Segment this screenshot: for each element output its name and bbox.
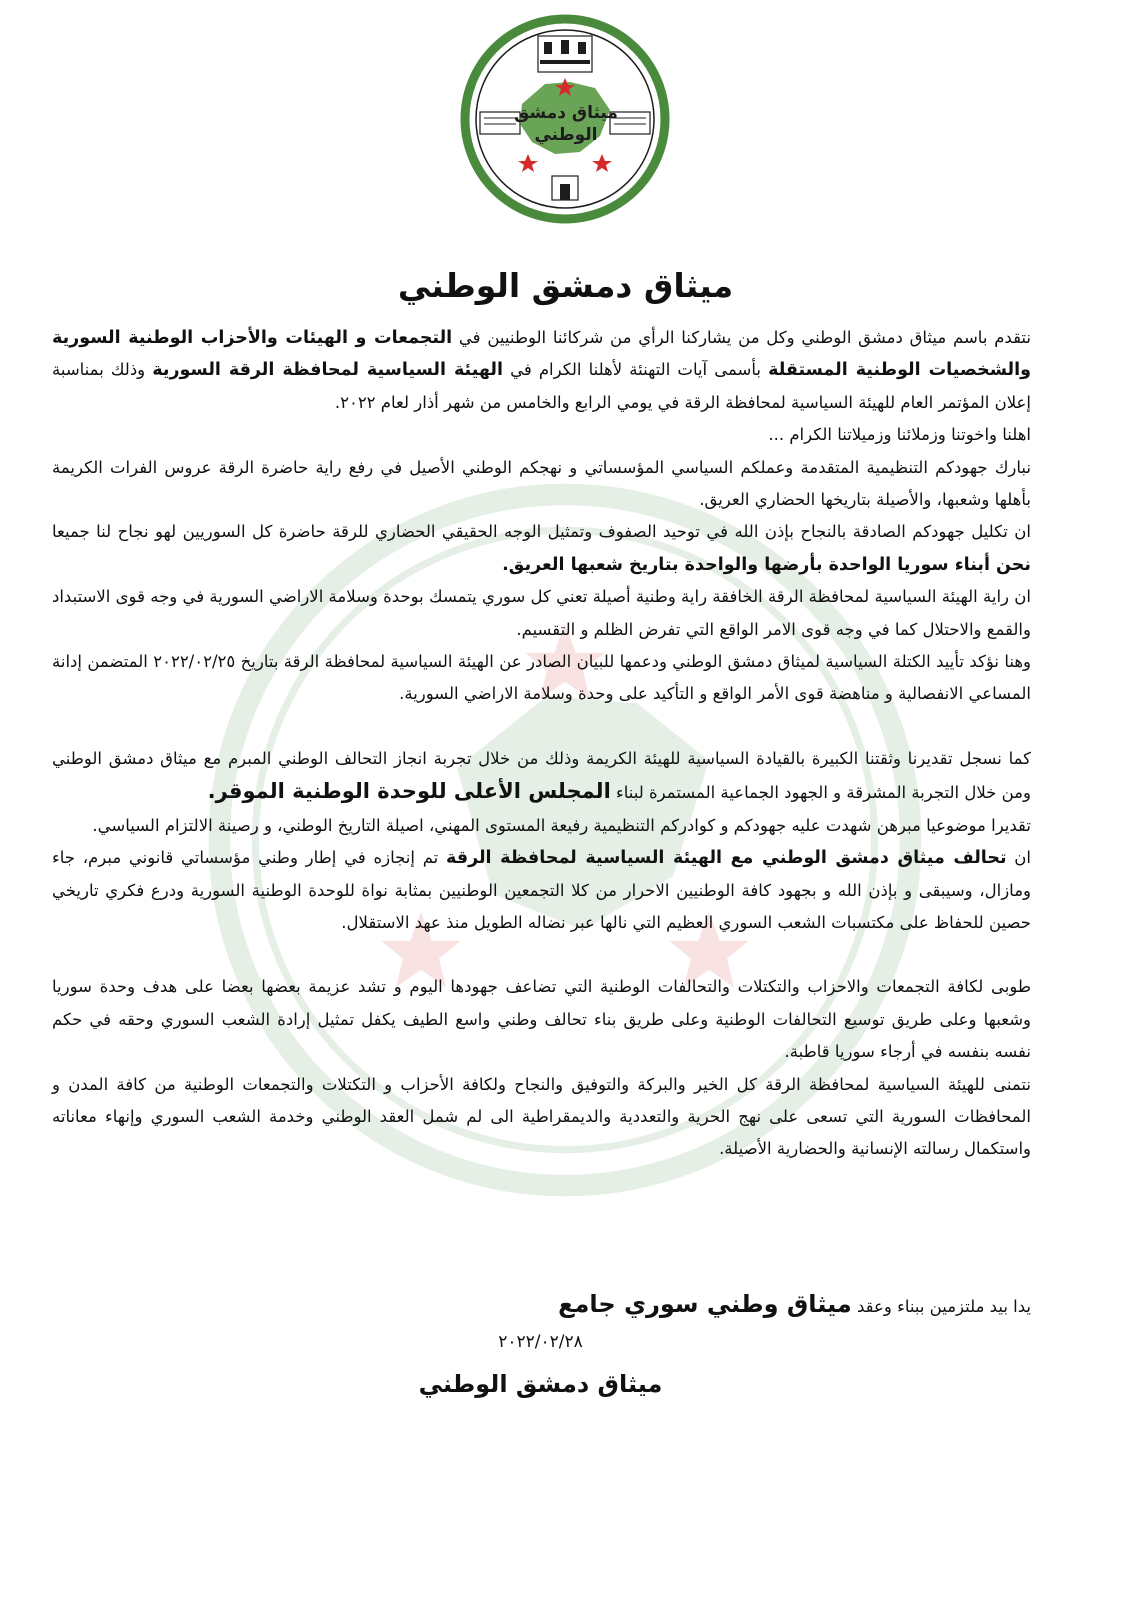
logo-text-line2: الوطني — [534, 125, 598, 145]
logo-text-line1: ميثاق دمشق — [514, 103, 618, 123]
paragraph-text: نتقدم باسم ميثاق دمشق الوطني وكل من يشاركنا الرأي من شركائنا الوطنيين في — [452, 328, 1031, 347]
signature: ميثاق دمشق الوطني — [418, 1370, 663, 1398]
paragraph-6: وهنا نؤكد تأييد الكتلة السياسية لميثاق دمشق الوطني ودعمها للبيان الصادر عن الهيئة السياسية لمحافظة الرقة بتاريخ ٢٠٢٢/٠٢/٢٥ المتضمن إدانة المساعي الانفصالية و مناهضة قوى الأمر الواقع و التأكيد على وحدة وسلامة الاراضي السورية. — [52, 652, 1032, 704]
paragraph-9 — [52, 842, 1031, 939]
paragraph-11: نتمنى للهيئة السياسية لمحافظة الرقة كل الخير والبركة والتوفيق والنجاح ولكافة الأحزاب و التكتلات والتجمعات الوطنية من كافة المدن و المحافظات السورية التي تسعى على نهج الحرية والتعددية والديمقراطية الى لم شمل العقد الوطني وخدمة الشعب السوري وإنهاء معاناته واستكمال رسالته الإنسانية والحضارية الأصيلة. — [52, 1074, 1031, 1159]
closing-line — [52, 1290, 1031, 1318]
paragraph-2: اهلنا واخوتنا وزملائنا وزميلاتنا الكرام ... — [768, 425, 1031, 445]
paragraph-text: بأسمى آيات التهنئة لأهلنا الكرام في — [502, 360, 769, 380]
paragraph-8: تقديرا موضوعيا مبرهن شهدت عليه جهودكم و كوادركم التنظيمية رفيعة المستوى المهني، اصيلة التاريخ الوطني، و رصينة الالتزام السياسي. — [92, 815, 1031, 835]
paragraph-text: ان — [1006, 848, 1031, 868]
emphasis: التجمعات و الهيئات والأحزاب الوطنية السورية والشخصيات الوطنية المستقلة — [52, 328, 1031, 381]
paragraph-7 — [52, 743, 1031, 810]
page-title: ميثاق دمشق الوطني — [397, 266, 734, 305]
paragraph-text: ان تكليل جهودكم الصادقة بالنجاح بإذن الله في توحيد الصفوف وتمثيل الوجه الحقيقي الحضاري للرقة حاضرة كل السوريين لهو نجاح لنا جميعا — [52, 522, 1031, 542]
emblem-icon — [460, 14, 670, 224]
document-date: ٢٠٢٢/٠٢/٢٨ — [498, 1332, 583, 1352]
paragraph-text: كما نسجل تقديرنا وثقتنا الكبيرة بالقيادة السياسية للهيئة الكريمة وذلك من خلال تجربة انجاز التحالف الوطني المبرم مع ميثاق دمشق الوطني ومن خلال التجربة المشرقة و الجهود الجماعية المستمرة لبناء — [52, 748, 1031, 803]
paragraph-text: وذلك بمناسبة إعلان المؤتمر العام للهيئة السياسية لمحافظة الرقة في يومي الرابع والخامس من شهر أذار لعام ٢٠٢٢. — [52, 360, 1031, 412]
paragraph-text: تم إنجازه في إطار وطني مؤسساتي قانوني مبرم، جاء ومازال، وسيبقى و بإذن الله و بجهود كافة الوطنيين الاحرار من كلا التجمعين الوطنيين بمثابة نواة للوحدة الوطنية السورية ودرع فكري تاريخي حصين للحفاظ على مكتسبات الشعب السوري العظيم التي نالها عبر نضاله الطويل منذ عهد الاستقلال. — [52, 848, 1031, 932]
closing-bold: ميثاق وطني سوري جامع — [558, 1290, 852, 1318]
emphasis: المجلس الأعلى للوحدة الوطنية الموقر. — [207, 779, 611, 804]
emphasis: الهيئة السياسية لمحافظة الرقة السورية — [152, 360, 503, 381]
paragraph-4 — [52, 516, 1031, 581]
closing-prefix: يدا بيد ملتزمين ببناء وعقد — [851, 1297, 1031, 1316]
paragraph-5: ان راية الهيئة السياسية لمحافظة الرقة الخافقة راية وطنية أصيلة تعني كل سوري يتمسك بوحدة وسلامة الاراضي السورية في وجه قوى الاستبداد والقمع والاحتلال كما في وجه قوى الامر الواقع التي تفرض الظلم و التقسيم. — [52, 587, 1031, 639]
paragraph-3: نبارك جهودكم التنظيمية المتقدمة وعملكم السياسي المؤسساتي و نهجكم الوطني الأصيل في رفع راية حاضرة الرقة عروس الفرات الكريمة بأهلها وشعبها، والأصيلة بتاريخها الحضاري العريق. — [52, 457, 1031, 510]
paragraph-10: طوبى لكافة التجمعات والاحزاب والتكتلات والتحالفات الوطنية التي تضاعف جهودها اليوم و تشد عزيمة بعضها بعضا على هدف وحدة سوريا وشعبها وعلى طريق توسيع التحالفات الوطنية وعلى طريق بناء تحالف وطني واسع الطيف يكفل تمثيل إرادة الشعب السوري وحقه في حكم نفسه بنفسه في أرجاء سوريا قاطبة. — [52, 977, 1031, 1062]
emphasis: نحن أبناء سوريا الواحدة بأرضها والواحدة بتاريخ شعبها العريق. — [502, 554, 1031, 575]
logo — [460, 14, 670, 224]
emphasis: تحالف ميثاق دمشق الوطني مع الهيئة السياسية لمحافظة الرقة — [446, 848, 1007, 869]
paragraph-1 — [52, 322, 1031, 419]
letter-body — [52, 322, 1031, 1166]
